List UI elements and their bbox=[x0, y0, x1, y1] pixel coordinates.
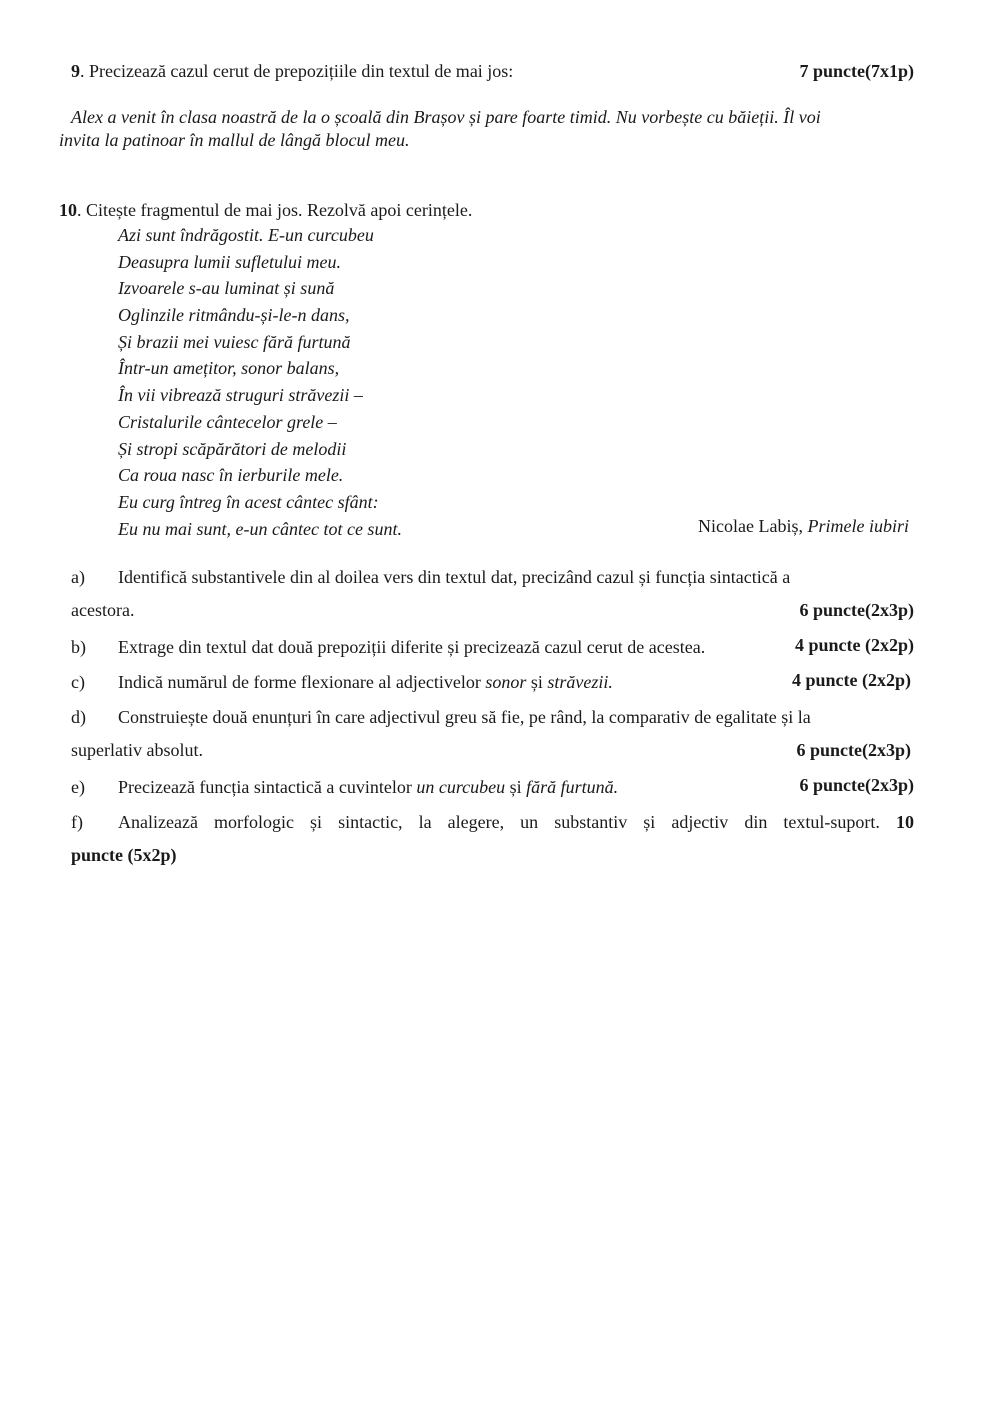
task-d-line2: superlativ absolut. bbox=[71, 740, 203, 760]
q10-prompt: . Citește fragmentul de mai jos. Rezolvă apoi cerințele. bbox=[77, 200, 473, 220]
poem-line: Și brazii mei vuiesc fără furtună bbox=[118, 331, 351, 352]
q9-prompt: . Precizează cazul cerut de prepozițiile din textul de mai jos: bbox=[80, 61, 514, 81]
task-e-word2: fără furtună. bbox=[526, 777, 619, 797]
poem-author: Nicolae Labiș, bbox=[698, 516, 808, 536]
task-e-word1: un curcubeu bbox=[416, 777, 506, 797]
task-f-word: Analizează bbox=[118, 812, 198, 832]
task-c-mid: și bbox=[526, 672, 548, 692]
task-f-word: la bbox=[418, 812, 432, 832]
task-b-points: 4 puncte (2x2p) bbox=[794, 635, 914, 655]
task-e-points: 6 puncte(2x3p) bbox=[799, 775, 914, 795]
task-letter: a) bbox=[71, 567, 85, 587]
task-f-word: și bbox=[310, 812, 323, 832]
task-d-points: 6 puncte(2x3p) bbox=[796, 740, 911, 760]
task-f-word: un bbox=[520, 812, 539, 832]
task-f-word: morfologic bbox=[213, 812, 294, 832]
task-e-mid: și bbox=[505, 777, 527, 797]
poem-line: Deasupra lumii sufletului meu. bbox=[118, 251, 341, 272]
task-text: Extrage din textul dat două prepoziții diferite și precizează cazul cerut de acestea. bbox=[118, 637, 706, 657]
task-text bbox=[118, 670, 613, 694]
task-f-word: și bbox=[643, 812, 656, 832]
poem-attribution bbox=[698, 516, 909, 537]
poem-line: În vii vibrează struguri străvezii – bbox=[118, 385, 363, 406]
task-c-text: Indică numărul de forme flexionare al adjectivelor bbox=[118, 672, 486, 692]
task-f-word: adjectiv bbox=[671, 812, 729, 832]
task-f-points-part1: 10 bbox=[895, 812, 914, 832]
task-a-line2: acestora. bbox=[71, 600, 135, 620]
task-letter: f) bbox=[71, 812, 83, 832]
q9-number: 9 bbox=[71, 61, 80, 81]
poem-line: Oglinzile ritmându-și-le-n dans, bbox=[118, 305, 350, 326]
poem-line: Și stropi scăpărători de melodii bbox=[118, 438, 347, 459]
task-f-points-part2: puncte (5x2p) bbox=[71, 845, 177, 865]
task-f-word: alegere, bbox=[447, 812, 505, 832]
task-letter: b) bbox=[71, 637, 86, 657]
task-c-points: 4 puncte (2x2p) bbox=[791, 670, 911, 690]
poem-line: Eu nu mai sunt, e-un cântec tot ce sunt. bbox=[118, 518, 402, 539]
poem-line: Azi sunt îndrăgostit. E-un curcubeu bbox=[118, 225, 374, 245]
task-a-points: 6 puncte(2x3p) bbox=[799, 600, 914, 620]
poem-work: Primele iubiri bbox=[807, 516, 909, 536]
q9-text-line1: Alex a venit în clasa noastră de la o școală din Brașov și pare foarte timid. Nu vorbește cu băieții. Îl voi bbox=[71, 107, 821, 127]
task-c-word2: străvezii. bbox=[547, 672, 613, 692]
task-f-line1 bbox=[118, 810, 914, 834]
task-text bbox=[118, 775, 618, 799]
poem bbox=[118, 222, 402, 542]
poem-line: Eu curg întreg în acest cântec sfânt: bbox=[118, 491, 379, 512]
task-letter: c) bbox=[71, 672, 85, 692]
q9-heading bbox=[71, 61, 513, 82]
poem-line: Ca roua nasc în ierburile mele. bbox=[118, 465, 344, 486]
task-text: Construiește două enunțuri în care adjectivul greu să fie, pe rând, la comparativ de egalitate și la bbox=[118, 707, 811, 727]
poem-line: Într-un amețitor, sonor balans, bbox=[118, 358, 340, 379]
task-text: Identifică substantivele din al doilea vers din textul dat, precizând cazul și funcția sintactică a bbox=[118, 567, 791, 587]
q9-text-line2: invita la patinoar în mallul de lângă blocul meu. bbox=[59, 130, 410, 150]
poem-line: Izvoarele s-au luminat și sună bbox=[118, 278, 335, 299]
task-f-word: din bbox=[744, 812, 768, 832]
task-f-word: textul-suport. bbox=[783, 812, 880, 832]
task-f-word: sintactic, bbox=[338, 812, 403, 832]
task-f-word: substantiv bbox=[554, 812, 628, 832]
task-letter: d) bbox=[71, 707, 86, 727]
task-c-word1: sonor bbox=[485, 672, 527, 692]
task-e-text: Precizează funcția sintactică a cuvintelor bbox=[118, 777, 417, 797]
q10-heading bbox=[59, 200, 472, 221]
q10-number: 10 bbox=[59, 200, 77, 220]
q9-points: 7 puncte(7x1p) bbox=[799, 61, 914, 81]
task-letter: e) bbox=[71, 777, 85, 797]
poem-line: Cristalurile cântecelor grele – bbox=[118, 411, 337, 432]
